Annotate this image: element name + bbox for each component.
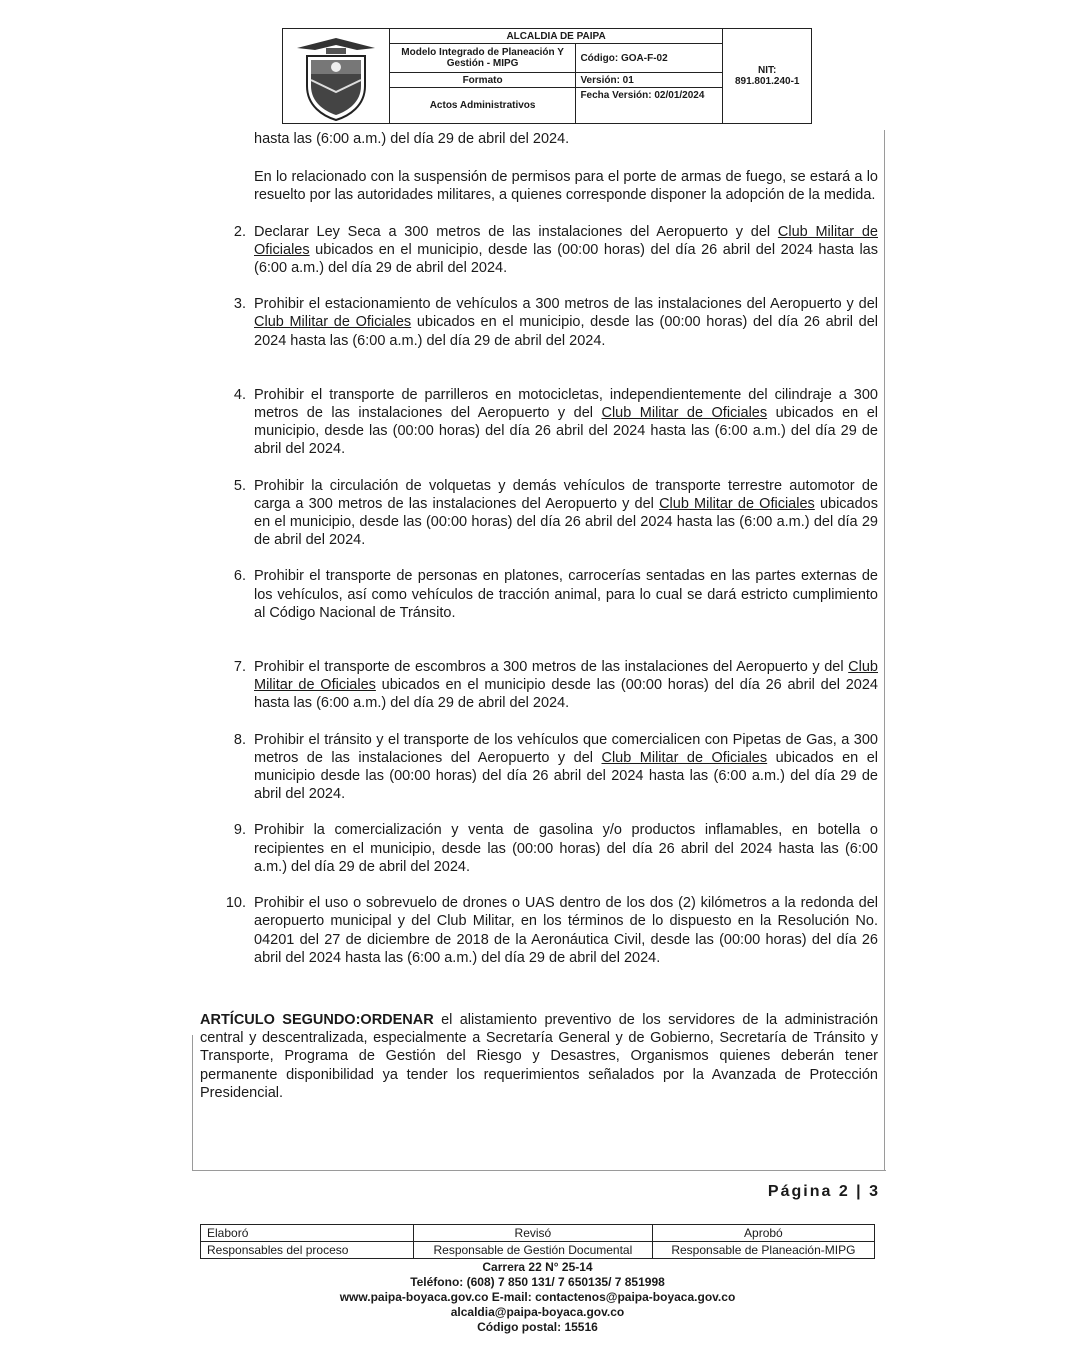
item-number: 10.	[225, 895, 246, 912]
club-militar-link-text: Club Militar de Oficiales	[254, 659, 878, 694]
web-and-email: www.paipa-boyaca.gov.co E-mail: contactenos@paipa-boyaca.gov.co	[339, 1290, 736, 1304]
item-number: 8.	[233, 731, 246, 748]
item-text: Prohibir la comercialización y venta de gasolina y/o productos inflamables, en botella o recipientes en el municipio, desde las (00:00 horas) del día 26 abril del 2024 hasta las (6:00 a.m.) del día 29 de abril del 2024.	[254, 822, 878, 875]
document-header	[282, 28, 812, 124]
item-number: 2.	[233, 223, 246, 240]
item-text: Prohibir el transporte de personas en platones, carrocerías sentadas en las partes externas de los vehículos, así como vehículos de tracción animal, para lo cual se dará estricto cumplimiento al Código Nacional de Tránsito.	[254, 568, 878, 621]
model-name: Modelo Integrado de Planeación Y Gestión - MIPG	[389, 44, 576, 73]
doc-type: Actos Administrativos	[389, 88, 576, 124]
item-text: Prohibir el transporte de parrilleros en motocicletas, independientemente del cilindraje a 300 metros de las instalaciones del Aeropuerto y del Club Militar de Oficiales ubicados en el municipio, desde las (00:00 horas) del día 26 abril del 2024 hasta las (6:00 a.m.) del día 29 de abril del 2024.	[254, 386, 878, 458]
weapons-paragraph: En lo relacionado con la suspensión de permisos para el porte de armas de fuego, se estará a lo resuelto por las autoridades militares, a quienes corresponde disponer la adopción de la medida.	[254, 169, 878, 204]
list-item	[200, 894, 878, 967]
elaboro-label: Elaboró	[201, 1225, 414, 1242]
item-text: Prohibir el tránsito y el transporte de los vehículos que comercialicen con Pipetas de Gas, a 300 metros de las instalaciones del Aeropuerto y del Club Militar de Oficiales ubicados en el municipio desde las (00:00 horas) del día 26 abril del 2024 hasta las (6:00 a.m.) del día 29 de abril del 2024.	[254, 731, 878, 803]
list-item	[200, 821, 878, 876]
list-item	[200, 223, 878, 278]
margin-rule-right	[884, 130, 885, 1170]
club-militar-link-text: Club Militar de Oficiales	[601, 405, 768, 422]
aprobo-label: Aprobó	[652, 1225, 874, 1242]
mayor-email: alcaldia@paipa-boyaca.gov.co	[450, 1305, 625, 1319]
continuation-line: hasta las (6:00 a.m.) del día 29 de abril del 2024.	[254, 131, 570, 147]
item-number: 5.	[233, 477, 246, 494]
aprobo-role: Responsable de Planeación-MIPG	[652, 1242, 874, 1259]
item-text: Declarar Ley Seca a 300 metros de las instalaciones del Aeropuerto y del Club Militar de Oficiales ubicados en el municipio, desde las (00:00 horas) del día 26 abril del 2024 hasta las (6:00 a.m.) del día 29 de abril del 2024.	[254, 223, 878, 277]
article-text: el alistamiento preventivo de los servidores de la administración central y descentralizada, especialmente a Secretaría General y de Gobierno, Secretaría de Tránsito y Transporte, Programa de Gestión del Riesgo y Desastres, Organismos quienes deberán tener permanente disponibilidad ya tender los requerimientos señalados por la Avanzada de Protección Presidencial.	[200, 1011, 879, 1101]
format-label: Formato	[389, 73, 576, 88]
document-body	[200, 130, 878, 1102]
item-number: 9.	[233, 822, 246, 839]
page-number: Página 2 | 3	[767, 1183, 880, 1200]
logo-cell	[283, 29, 390, 124]
doc-version: Versión: 01	[576, 73, 723, 88]
paipa-shield-logo	[293, 34, 379, 122]
item-number: 4.	[233, 386, 246, 403]
item-text: Prohibir el estacionamiento de vehículos a 300 metros de las instalaciones del Aeropuerto y del Club Militar de Oficiales ubicados en el municipio, desde las (00:00 horas) del día 26 abril del 2024 hasta las (6:00 a.m.) del día 29 de abril del 2024.	[254, 296, 878, 349]
club-militar-link-text: Club Militar de Oficiales	[254, 314, 412, 331]
list-item	[200, 477, 878, 550]
item-text: Prohibir el transporte de escombros a 300 metros de las instalaciones del Aeropuerto y del Club Militar de Oficiales ubicados en el municipio desde las (00:00 horas) del día 26 abril del 2024 hasta las (6:00 a.m.) del día 29 de abril del 2024.	[254, 659, 879, 712]
list-item	[200, 658, 878, 713]
item-text: Prohibir la circulación de volquetas y demás vehículos de transporte terrestre automotor de carga a 300 metros de las instalaciones del Aeropuerto y del Club Militar de Oficiales ubicados en el municipio, desde las (00:00 horas) del día 26 abril del 2024 hasta las (6:00 a.m.) del día 29 de abril del 2024.	[254, 477, 878, 549]
item-number: 6.	[233, 568, 246, 585]
footer-contact	[200, 1260, 875, 1335]
list-item	[200, 731, 878, 804]
phone-numbers: Teléfono: (608) 7 850 131/ 7 650135/ 7 851998	[410, 1275, 665, 1289]
article-second	[200, 1011, 878, 1102]
nit: NIT: 891.801.240-1	[723, 29, 812, 124]
list-item	[200, 295, 878, 350]
doc-code: Código: GOA-F-02	[576, 44, 723, 73]
elaboro-role: Responsables del proceso	[201, 1242, 414, 1259]
postal-code: Código postal: 15516	[477, 1320, 598, 1334]
version-date: Fecha Versión: 02/01/2024	[576, 88, 723, 124]
signature-table	[200, 1224, 875, 1259]
club-militar-link-text: Club Militar de Oficiales	[659, 495, 815, 512]
list-item	[200, 567, 878, 622]
reviso-label: Revisó	[414, 1225, 653, 1242]
article-heading: ARTÍCULO SEGUNDO:ORDENAR	[200, 1011, 434, 1028]
reviso-role: Responsable de Gestión Documental	[414, 1242, 653, 1259]
club-militar-link-text: Club Militar de Oficiales	[254, 223, 878, 258]
street-address: Carrera 22 N° 25-14	[482, 1260, 593, 1274]
item-text: Prohibir el uso o sobrevuelo de drones o UAS dentro de los dos (2) kilómetros a la redonda del aeropuerto municipal y del Club Militar, en los términos de lo dispuesto en la Resolución No. 04201 del 27 de diciembre de 2018 de la Aeronáutica Civil, desde las (00:00 horas) del día 26 abril del 2024 hasta las (6:00 a.m.) del día 29 de abril del 2024.	[254, 895, 878, 966]
list-item	[200, 386, 878, 459]
margin-rule-left	[192, 1035, 193, 1170]
org-name: ALCALDIA DE PAIPA	[389, 29, 723, 44]
club-militar-link-text: Club Militar de Oficiales	[601, 749, 768, 766]
item-number: 3.	[233, 296, 246, 313]
item-number: 7.	[233, 659, 246, 676]
margin-rule-bottom	[192, 1170, 886, 1171]
